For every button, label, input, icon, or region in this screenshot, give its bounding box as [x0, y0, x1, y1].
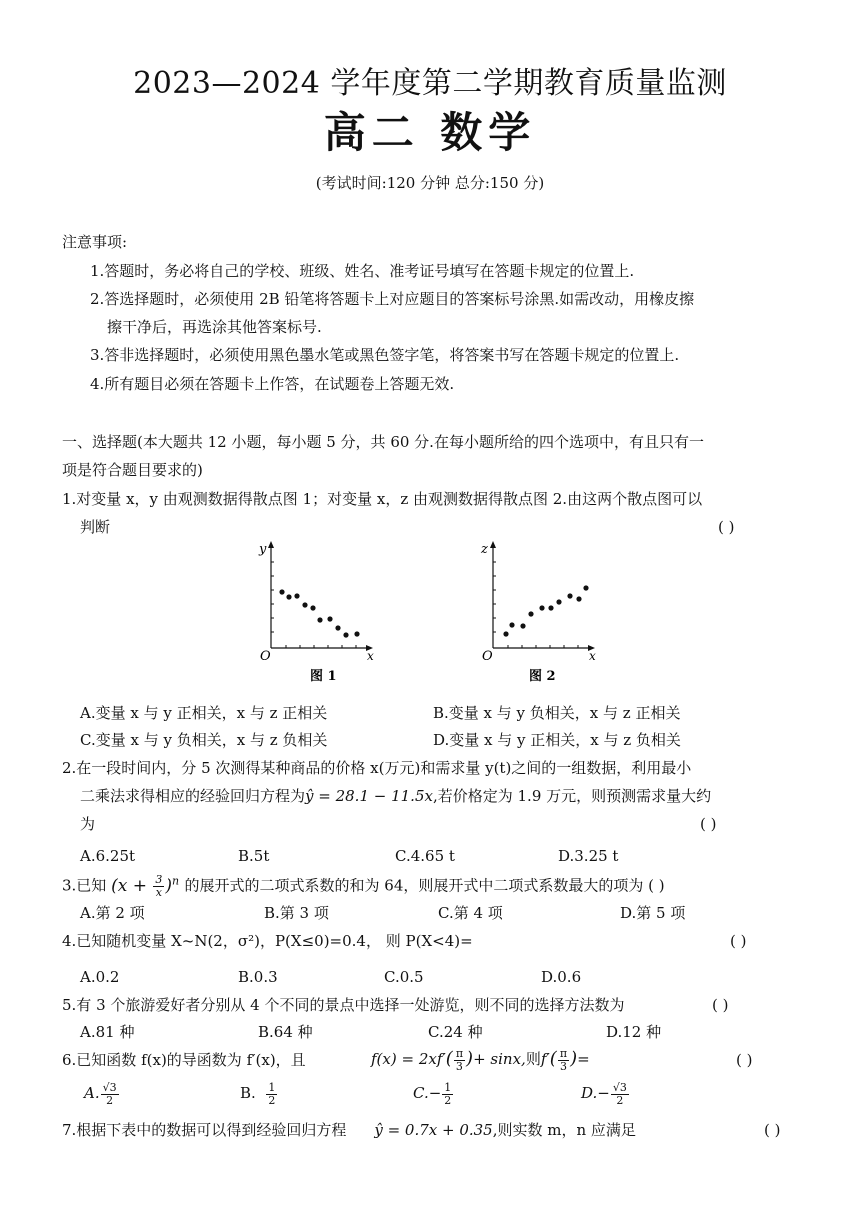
q3-exponent: n	[172, 874, 180, 887]
q7-regression-equation: ŷ = 0.7x + 0.35	[374, 1121, 493, 1139]
q3-answer-paren: ( )	[648, 876, 665, 895]
q2-option-c: C.4.65 t	[395, 847, 455, 865]
q2-option-a: A.6.25t	[80, 847, 136, 865]
q6-pi-num: π	[455, 1046, 464, 1060]
q6-eq-part1: f(x) = 2xf′	[371, 1050, 446, 1068]
q6-pi-den: 3	[455, 1059, 463, 1073]
q3-option-d: D.第 5 项	[620, 904, 686, 922]
q1-answer-paren: ( )	[718, 518, 735, 536]
q5-stem: 5.有 3 个旅游爱好者分别从 4 个不同的景点中选择一处游览，则不同的选择方法数为	[62, 996, 625, 1014]
q7-suffix: ,则实数 m，n 应满足	[492, 1121, 636, 1139]
subject-title: 高二 数学	[323, 108, 537, 157]
q4-option-d: D.0.6	[541, 968, 582, 986]
exam-title: 2023—2024 学年度第二学期教育质量监测	[133, 66, 727, 101]
q2-option-d: D.3.25 t	[558, 847, 619, 865]
note-item-2-cont: 擦干净后，再选涂其他答案标号.	[107, 318, 322, 336]
q6-eq-part2: + sinx,	[473, 1050, 526, 1068]
q2-stem-text: 二乘法求得相应的经验回归方程为	[80, 787, 306, 805]
q6-equation: f(x) = 2xf′( $\frac{\pi}{3}$ )+ sinx,则f′( $\frac{\pi}{3}$ )=	[371, 1046, 590, 1073]
note-item-1: 1.答题时，务必将自己的学校、班级、姓名、准考证号填写在答题卡规定的位置上.	[90, 262, 635, 280]
fig2-y-arrow	[490, 541, 496, 548]
q3-frac-den: x	[155, 885, 162, 899]
q4-stem: 4.已知随机变量 X~N(2，σ²)，P(X≤0)=0.4， 则 P(X<4)=	[62, 932, 473, 950]
q6-stem: 6.已知函数 f(x)的导函数为 f′(x)，且	[62, 1051, 306, 1069]
fig2-x-label: x	[589, 649, 596, 663]
q2-regression-equation: ŷ = 28.1 − 11.5x	[305, 787, 433, 805]
q5-option-d: D.12 种	[606, 1023, 662, 1041]
fig2-z-label: z	[481, 542, 488, 557]
note-item-2: 2.答选择题时，必须使用 2B 铅笔将答题卡上对应题目的答案标号涂黑.如需改动，用橡皮擦	[90, 290, 695, 308]
q2-option-b: B.5t	[238, 847, 270, 865]
note-item-3: 3.答非选择题时，必须使用黑色墨水笔或黑色签字笔，将答案书写在答题卡规定的位置上.	[90, 346, 680, 364]
q2-stem-end: 为	[80, 815, 96, 833]
q7-stem	[62, 1119, 636, 1141]
q3-suffix: 的展开式的二项式系数的和为 64，则展开式中二项式系数最大的项为	[184, 876, 644, 895]
fig1-origin: O	[260, 649, 271, 664]
q6-option-a: A. $\frac{√3}{2}$	[84, 1080, 117, 1107]
fig2-caption: 图 2	[529, 669, 556, 684]
exam-meta: (考试时间:120 分钟 总分:150 分)	[315, 174, 545, 192]
q4-option-b: B.0.3	[238, 968, 278, 986]
q7-answer-paren: ( )	[764, 1121, 781, 1139]
fig1-caption: 图 1	[310, 669, 337, 684]
q1-stem-cont: 判断	[80, 518, 111, 536]
section-heading-cont: 项是符合题目要求的)	[62, 461, 203, 479]
q2-stem-cont	[80, 785, 711, 807]
fig1-x-label: x	[367, 649, 374, 663]
q1-stem: 1.对变量 x，y 由观测数据得散点图 1；对变量 x，z 由观测数据得散点图 2.由这两个散点图可以	[62, 490, 703, 508]
q3-binomial	[111, 872, 184, 899]
q6-option-d: D.− $\frac{√3}{2}$	[581, 1080, 627, 1107]
q5-option-a: A.81 种	[80, 1023, 135, 1041]
q4-answer-paren: ( )	[730, 932, 747, 950]
q2-stem: 2.在一段时间内，分 5 次测得某种商品的价格 x(万元)和需求量 y(t)之间的一组数据，利用最小	[62, 759, 692, 777]
q6-pi-den-2: 3	[559, 1059, 567, 1073]
q3-expr-close: )	[165, 875, 173, 896]
fig2-points	[503, 585, 588, 636]
q1-scatter-figure-1	[254, 538, 384, 688]
q6-option-c: C.− $\frac{1}{2}$	[413, 1080, 452, 1107]
q1-option-d: D.变量 x 与 y 正相关，x 与 z 负相关	[433, 731, 681, 749]
q5-option-c: C.24 种	[428, 1023, 483, 1041]
q6-eq-part3: f′	[540, 1050, 550, 1068]
q6-answer-paren: ( )	[736, 1051, 753, 1069]
q3-prefix: 3.已知	[62, 876, 107, 895]
note-item-4: 4.所有题目必须在答题卡上作答，在试题卷上答题无效.	[90, 375, 455, 393]
q4-option-a: A.0.2	[80, 968, 120, 986]
q3-option-b: B.第 3 项	[264, 904, 329, 922]
q4-option-c: C.0.5	[384, 968, 424, 986]
q2-answer-paren: ( )	[700, 815, 717, 833]
q6-pi-num-2: π	[559, 1046, 568, 1060]
q6-eq-equals: =	[577, 1050, 590, 1068]
q1-option-c: C.变量 x 与 y 负相关，x 与 z 负相关	[80, 731, 328, 749]
q5-answer-paren: ( )	[712, 996, 729, 1014]
q1-option-b: B.变量 x 与 y 负相关，x 与 z 正相关	[433, 704, 681, 722]
q5-option-b: B.64 种	[258, 1023, 313, 1041]
q3-option-c: C.第 4 项	[438, 904, 503, 922]
fig1-y-label: y	[259, 542, 267, 557]
fig1-y-arrow	[268, 541, 274, 548]
q1-option-a: A.变量 x 与 y 正相关，x 与 z 正相关	[80, 704, 328, 722]
section-heading: 一、选择题(本大题共 12 小题，每小题 5 分，共 60 分.在每小题所给的四个选项中，有且只有一	[62, 433, 704, 451]
q3-frac-num: 3	[155, 872, 163, 886]
q3-stem	[62, 870, 665, 899]
fig2-origin: O	[482, 649, 493, 664]
fig1-points	[279, 589, 359, 637]
q6-then: 则	[525, 1050, 541, 1068]
q3-option-a: A.第 2 项	[80, 904, 145, 922]
q3-expr-open: (x +	[111, 875, 153, 896]
q1-scatter-figure-2	[476, 538, 606, 688]
q7-text: 7.根据下表中的数据可以得到经验回归方程	[62, 1121, 347, 1139]
q6-option-b: B. $\frac{1}{2}$	[240, 1080, 276, 1107]
notes-heading: 注意事项:	[62, 233, 128, 251]
q2-stem-text-2: ,若价格定为 1.9 万元，则预测需求量大约	[432, 787, 712, 805]
